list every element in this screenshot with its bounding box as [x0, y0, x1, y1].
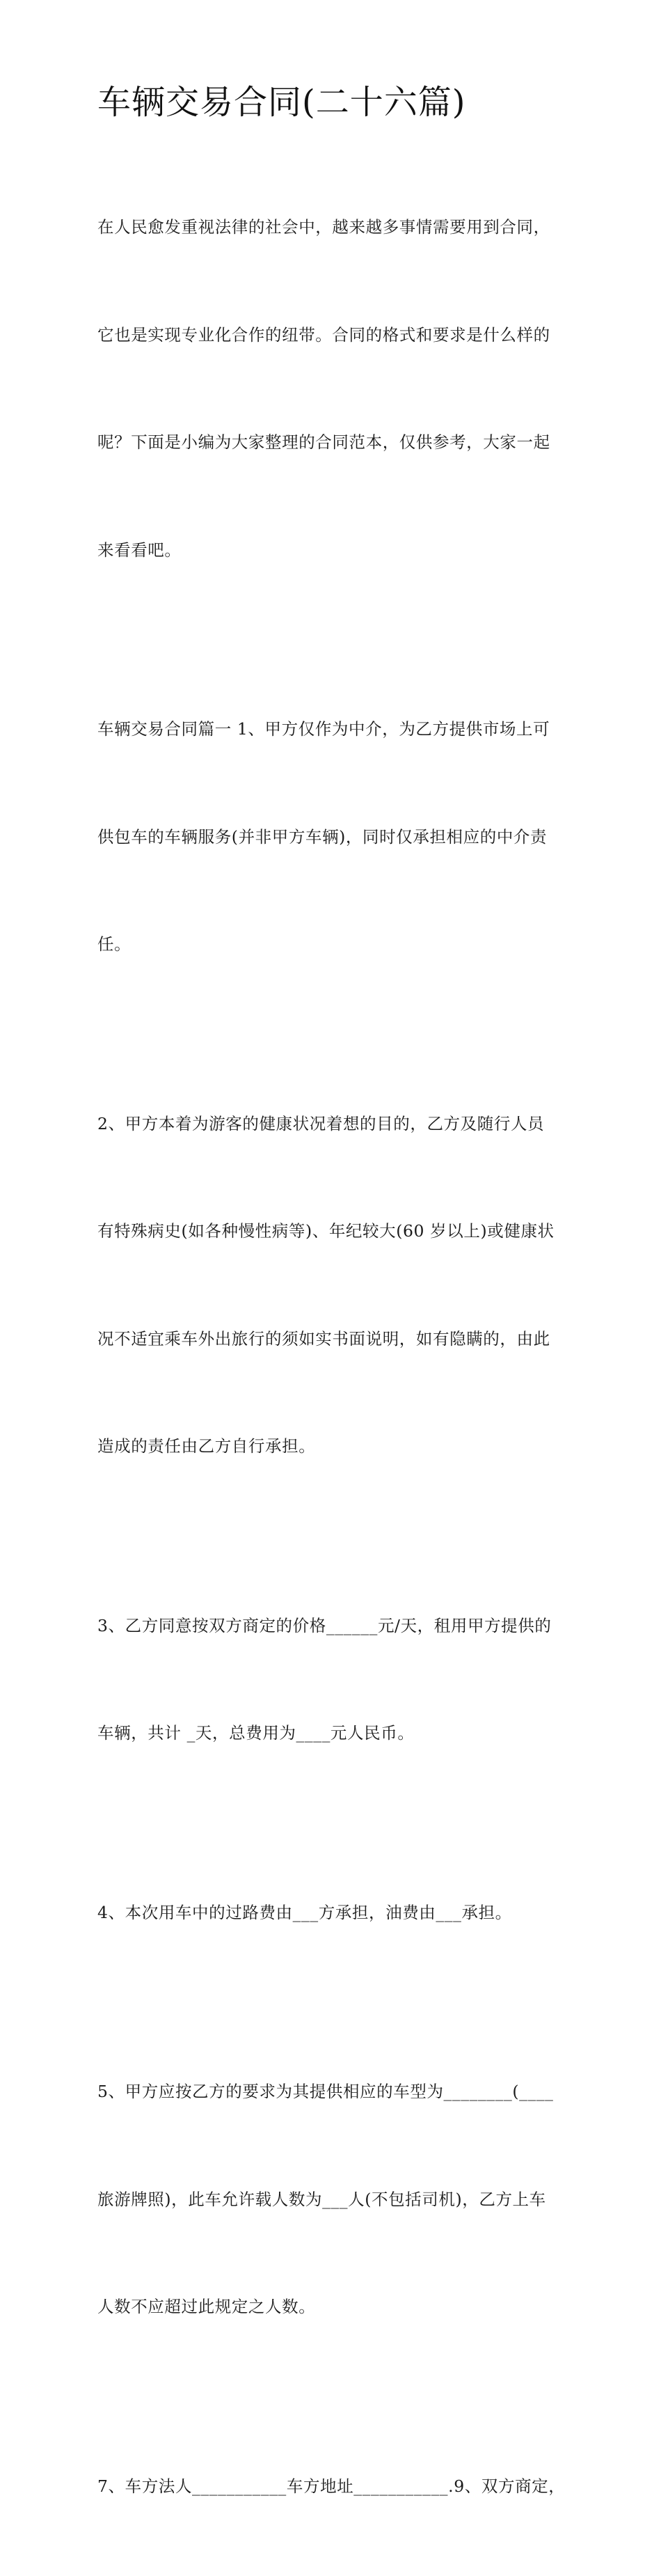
- text-line: 况不适宜乘车外出旅行的须如实书面说明，如有隐瞒的，由此: [97, 1321, 578, 1358]
- clause-7-paragraph: [97, 2397, 578, 2576]
- document-title: 车辆交易合同(二十六篇): [97, 81, 465, 124]
- clause-4-paragraph: [97, 1823, 578, 2003]
- text-line: 来看看吧。: [97, 533, 578, 569]
- text-line: 在人民愈发重视法律的社会中，越来越多事情需要用到合同，: [97, 210, 578, 246]
- text-line: 4、本次用车中的过路费由___方承担，油费由___承担。: [97, 1895, 578, 1931]
- clause-3-paragraph: [97, 1537, 578, 1823]
- text-line: 有特殊病史(如各种慢性病等)、年纪较大(60 岁以上)或健康状: [97, 1214, 578, 1250]
- text-line: 人数不应超过此规定之人数。: [97, 2289, 578, 2325]
- clause-1-paragraph: [97, 640, 578, 1035]
- text-line: 2、甲方本着为游客的健康状况着想的目的，乙方及随行人员: [97, 1106, 578, 1142]
- clause-2-paragraph: [97, 1035, 578, 1537]
- text-line: 车辆交易合同篇一 1、甲方仅作为中介，为乙方提供市场上可: [97, 712, 578, 748]
- text-line: 供包车的车辆服务(并非甲方车辆)，同时仅承担相应的中介责: [97, 819, 578, 856]
- text-line: 车辆，共计 _天，总费用为____元人民币。: [97, 1715, 578, 1752]
- text-line: 旅游牌照)，此车允许载人数为___人(不包括司机)，乙方上车: [97, 2182, 578, 2218]
- text-line: 它也是实现专业化合作的纽带。合同的格式和要求是什么样的: [97, 317, 578, 354]
- clause-5-paragraph: [97, 2002, 578, 2397]
- text-line: 造成的责任由乙方自行承担。: [97, 1429, 578, 1465]
- document-page: [0, 0, 661, 856]
- text-line: 任。: [97, 927, 578, 963]
- text-line: 7、车方法人___________车方地址___________.9、双方商定，: [97, 2469, 578, 2505]
- intro-paragraph: [97, 138, 578, 640]
- text-line: 5、甲方应按乙方的要求为其提供相应的车型为________(____: [97, 2074, 578, 2110]
- document-body: [97, 138, 578, 2576]
- text-line: 呢？下面是小编为大家整理的合同范本，仅供参考，大家一起: [97, 425, 578, 461]
- text-line: 3、乙方同意按双方商定的价格______元/天，租用甲方提供的: [97, 1608, 578, 1644]
